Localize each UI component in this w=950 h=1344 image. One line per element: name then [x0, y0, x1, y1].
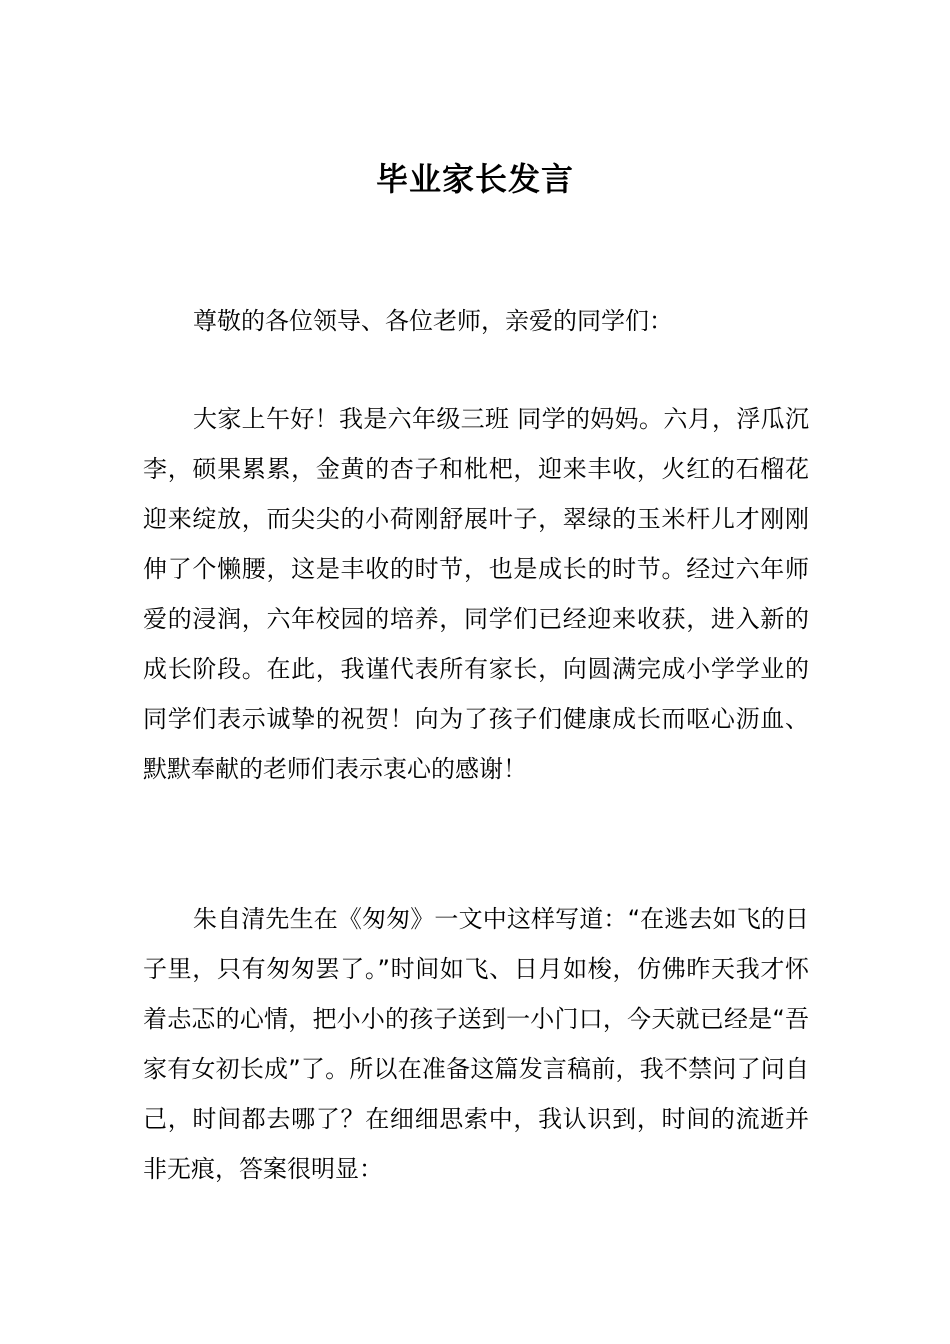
document-title: 毕业家长发言 [375, 160, 574, 198]
body-paragraph: 大家上午好！我是六年级三班 同学的妈妈。六月，浮瓜沉李，硕果累累，金黄的杏子和枇杷，迎来丰收，火红的石榴花迎来绽放，而尖尖的小荷刚舒展叶子，翠绿的玉米杆儿才刚刚伸了个懒腰，这是丰收的时节，也是成长的时节。经过六年师爱的浸润，六年校园的培养，同学们已经迎来收获，进入新的成长阶段。在此，我谨代表所有家长，向圆满完成小学学业的同学们表示诚挚的祝贺！向为了孩子们健康成长而呕心沥血、默默奉献的老师们表示衷心的感谢！ [143, 405, 809, 783]
body-paragraph: 朱自清先生在《匆匆》一文中这样写道：“在逃去如飞的日子里，只有匆匆罢了。”时间如飞、日月如梭，仿佛昨天我才怀着忐忑的心情，把小小的孩子送到一小门口，今天就已经是“吾家有女初长成”了。所以在准备这篇发言稿前，我不禁问了问自己，时间都去哪了？在细细思索中，我认识到，时间的流逝并非无痕，答案很明显： [143, 905, 809, 1183]
salutation-paragraph: 尊敬的各位领导、各位老师，亲爱的同学们： [193, 307, 673, 335]
